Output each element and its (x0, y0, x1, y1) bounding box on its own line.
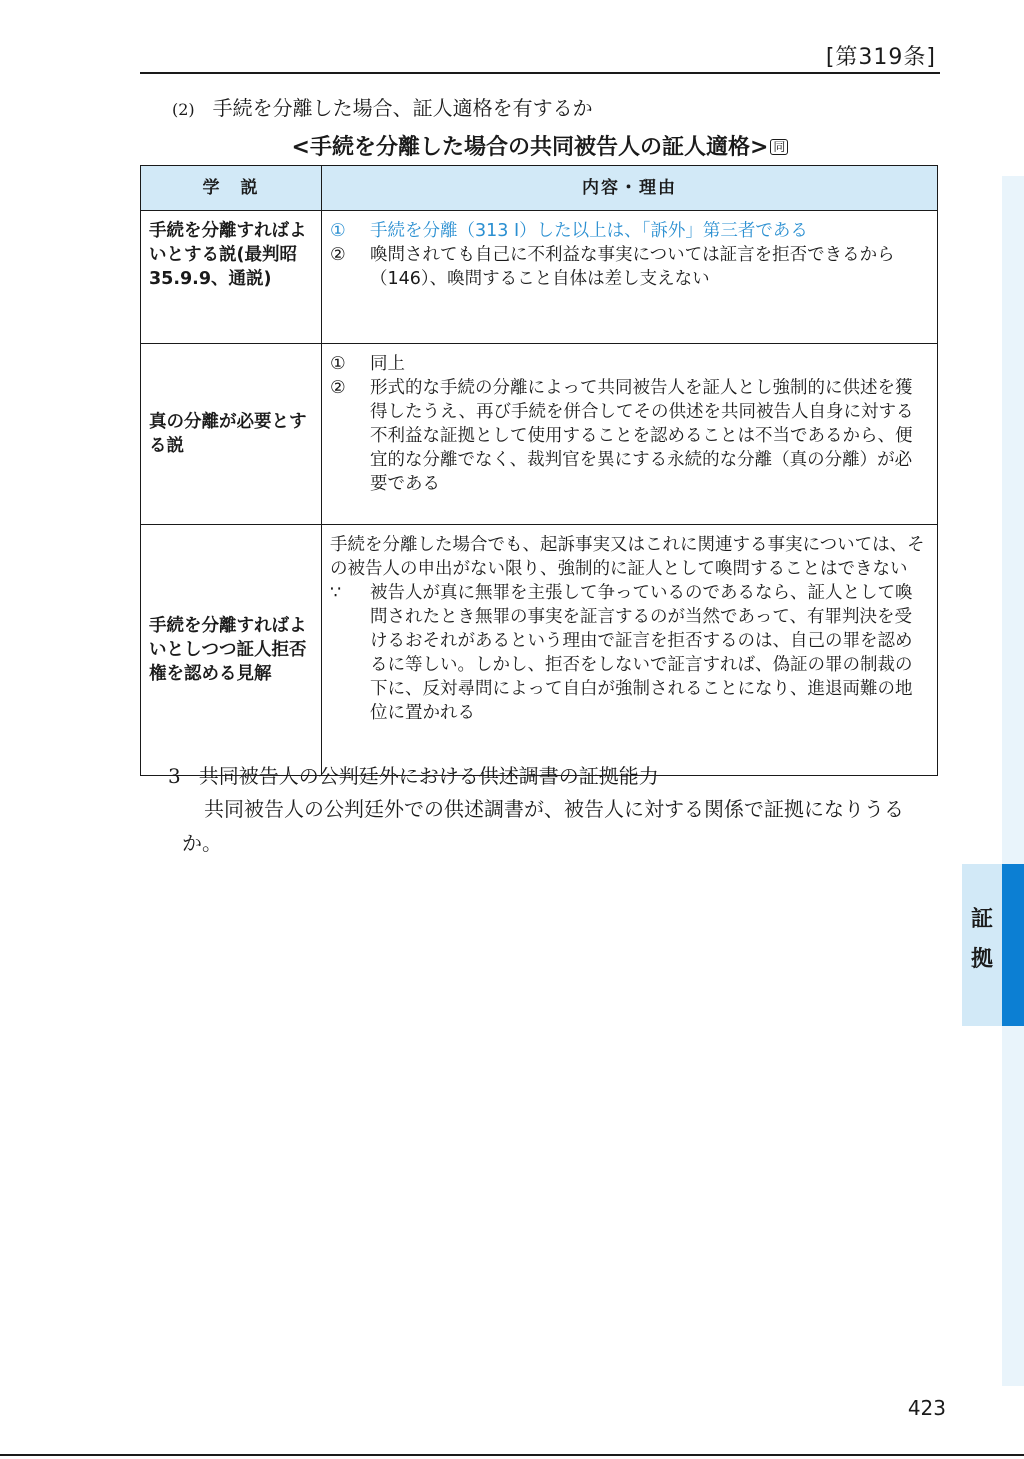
item-marker: ① (330, 221, 346, 241)
content-item (330, 219, 929, 243)
chapter-tab-label (962, 900, 1002, 980)
theory-content (322, 344, 938, 525)
theory-table (140, 165, 938, 776)
side-margin-bar (1002, 176, 1024, 1386)
table-row (141, 211, 938, 344)
page-number: 423 (907, 1396, 946, 1420)
table-title-text: <手続を分離した場合の共同被告人の証人適格> (291, 135, 769, 160)
theory-content (322, 525, 938, 776)
subsection-heading (172, 92, 593, 121)
theory-name: 真の分離が必要とする説 (141, 344, 322, 525)
item-marker: ② (330, 245, 346, 265)
section-heading (168, 760, 659, 789)
table-title (140, 130, 940, 161)
chapter-tab-strip (1002, 864, 1024, 1026)
theory-name: 手続を分離すればよいとする説(最判昭 35.9.9、通説) (141, 211, 322, 344)
footer-divider (0, 1454, 1024, 1456)
content-item (330, 376, 929, 496)
table-header-row (141, 166, 938, 211)
chapter-tab-char-2: 拠 (970, 947, 993, 972)
item-text: 形式的な手続の分離によって共同被告人を証人とし強制的に供述を獲得したうえ、再び手続を併合してその供述を共同被告人自身に対する不利益な証拠として使用することを認めることは不当であるから、便宜的な分離でなく、裁判官を異にする永続的な分離（真の分離）が必要である (370, 378, 914, 494)
item-marker: ② (330, 378, 346, 398)
item-marker: ① (330, 354, 346, 374)
item-marker: ∵ (330, 583, 342, 603)
item-text: 同上 (370, 354, 405, 374)
source-mark-icon: 同 (770, 139, 788, 155)
article-reference: [第319条] (825, 45, 936, 70)
chapter-tab-char-1: 証 (970, 907, 993, 932)
content-item (330, 581, 929, 725)
body-paragraph: 共同被告人の公判廷外での供述調書が、被告人に対する関係で証拠になりうるか。 (182, 797, 904, 855)
theory-content (322, 211, 938, 344)
subsection-title: 手続を分離した場合、証人適格を有するか (212, 96, 593, 120)
item-text: 手続を分離（313 Ⅰ）した以上は、「訴外」第三者である (370, 221, 808, 241)
column-header-theory: 学 説 (141, 166, 322, 211)
section-title: 共同被告人の公判廷外における供述調書の証拠能力 (198, 764, 659, 788)
content-intro: 手続を分離した場合でも、起訴事実又はこれに関連する事実については、その被告人の申出がない限り、強制的に証人として喚問することはできない (330, 535, 925, 579)
item-text: 被告人が真に無罪を主張して争っているのであるなら、証人として喚問されたとき無罪の事実を証言するのが当然であって、有罪判決を受けるおそれがあるという理由で証言を拒否するのは、自己の罪を認めるに等しい。しかし、拒否をしないで証言すれば、偽証の罪の制裁の下に、反対尋問によって自白が強制されることになり、進退両難の地位に置かれる (370, 583, 913, 723)
table-row (141, 525, 938, 776)
table-row (141, 344, 938, 525)
theory-name: 手続を分離すればよいとしつつ証人拒否権を認める見解 (141, 525, 322, 776)
content-item (330, 243, 929, 291)
header-divider (140, 72, 940, 74)
item-text: 喚問されても自己に不利益な事実については証言を拒否できるから（146）、喚問すること自体は差し支えない (370, 245, 895, 289)
column-header-content: 内容・理由 (322, 166, 938, 211)
section-number: 3 (168, 764, 181, 788)
subsection-number: (2) (172, 100, 195, 119)
content-item (330, 352, 929, 376)
